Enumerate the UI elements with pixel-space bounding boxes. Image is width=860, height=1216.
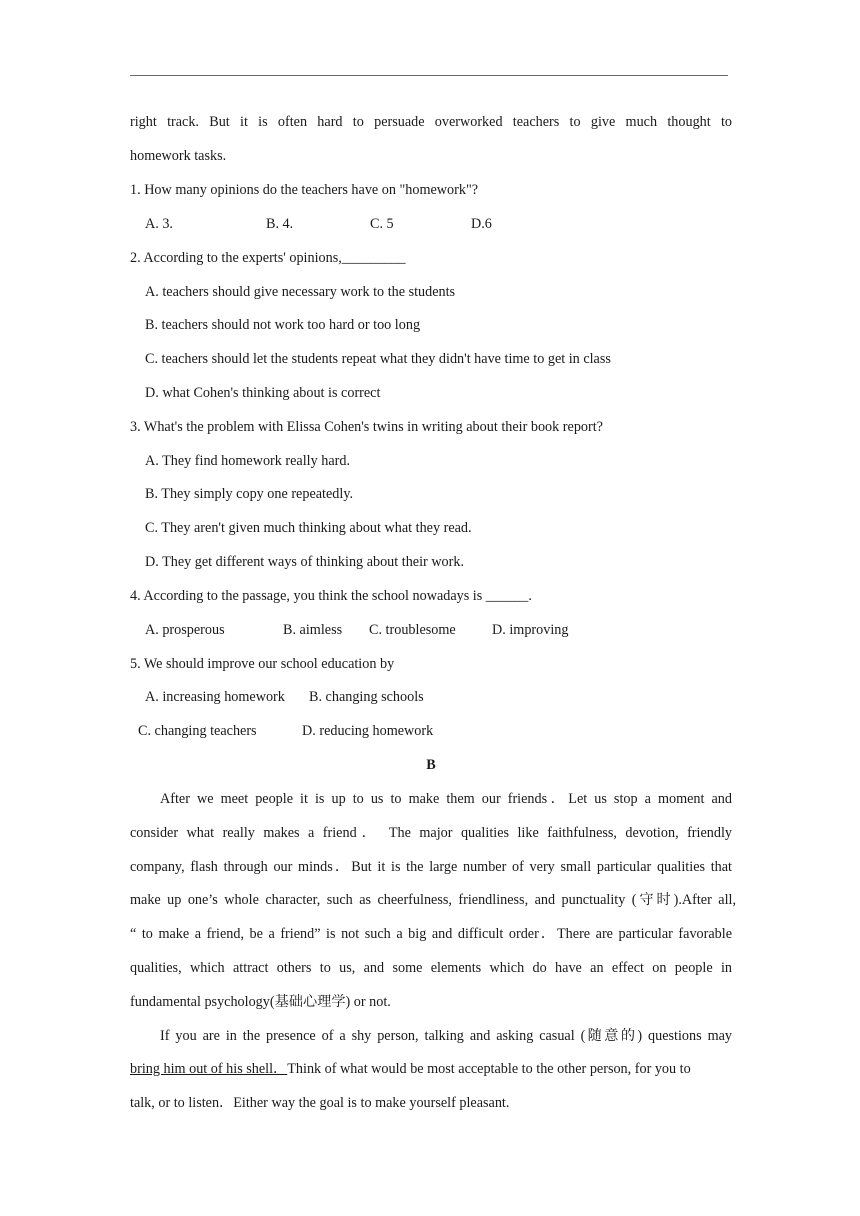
question-2-option-d: D. what Cohen's thinking about is correct — [145, 385, 381, 401]
question-2-option-b: B. teachers should not work too hard or too long — [145, 317, 421, 333]
question-4-option-c: C. troublesome — [369, 622, 456, 638]
underlined-phrase: bring him out of his shell． — [130, 1061, 288, 1077]
passage-line: right track. But it is often hard to persuade overworked teachers to give much thought to — [130, 114, 732, 130]
question-3-option-d: D. They get different ways of thinking about their work. — [145, 554, 465, 570]
paragraph-line: talk, or to listen．Either way the goal is to make yourself pleasant. — [130, 1095, 510, 1111]
question-5-stem: 5. We should improve our school education by — [130, 656, 395, 672]
question-2-stem: 2. According to the experts' opinions,_________ — [130, 250, 406, 266]
question-4-stem: 4. According to the passage, you think the school nowadays is ______. — [130, 588, 532, 604]
question-5-option-c: C. changing teachers — [138, 723, 257, 739]
paragraph-line: “ to make a friend, be a friend” is not such a big and difficult order．There are particular favorable — [130, 926, 732, 942]
paragraph-line: make up one’s whole character, such as cheerfulness, friendliness, and punctuality (守时).After all, — [130, 892, 736, 908]
question-1-option-d: D.6 — [471, 216, 492, 232]
passage-line: homework tasks. — [130, 148, 227, 164]
paragraph-line: consider what really makes a friend． The major qualities like faithfulness, devotion, friendly — [130, 825, 732, 841]
paragraph-line — [130, 1060, 691, 1078]
paragraph-line: If you are in the presence of a shy person, talking and asking casual (随意的) questions may — [160, 1028, 732, 1044]
paragraph-line: qualities, which attract others to us, and some elements which do have an effect on people in — [130, 960, 732, 976]
question-5-option-a: A. increasing homework — [145, 689, 285, 705]
question-1-stem: 1. How many opinions do the teachers have on "homework"? — [130, 182, 479, 198]
header-rule — [130, 75, 728, 76]
question-2-option-a: A. teachers should give necessary work to the students — [145, 284, 456, 300]
question-3-stem: 3. What's the problem with Elissa Cohen's twins in writing about their book report? — [130, 419, 603, 435]
paragraph-line: After we meet people it is up to us to make them our friends．Let us stop a moment and — [160, 791, 732, 807]
question-3-option-b: B. They simply copy one repeatedly. — [145, 486, 354, 502]
question-3-option-a: A. They find homework really hard. — [145, 453, 351, 469]
question-2-option-c: C. teachers should let the students repeat what they didn't have time to get in class — [145, 351, 611, 367]
paragraph-line-rest: Think of what would be most acceptable to the other person, for you to — [287, 1061, 691, 1077]
question-5-option-d: D. reducing homework — [302, 723, 434, 739]
question-5-option-b: B. changing schools — [309, 689, 424, 705]
question-1-option-c: C. 5 — [370, 216, 394, 232]
question-3-option-c: C. They aren't given much thinking about what they read. — [145, 520, 472, 536]
section-b-heading: B — [426, 757, 436, 773]
question-4-option-b: B. aimless — [283, 622, 343, 638]
question-1-option-b: B. 4. — [266, 216, 294, 232]
paragraph-line: company, flash through our minds．But it is the large number of very small particular qualities that — [130, 859, 732, 875]
question-4-option-d: D. improving — [492, 622, 569, 638]
question-4-option-a: A. prosperous — [145, 622, 225, 638]
paragraph-line: fundamental psychology(基础心理学) or not. — [130, 994, 391, 1010]
question-1-option-a: A. 3. — [145, 216, 173, 232]
